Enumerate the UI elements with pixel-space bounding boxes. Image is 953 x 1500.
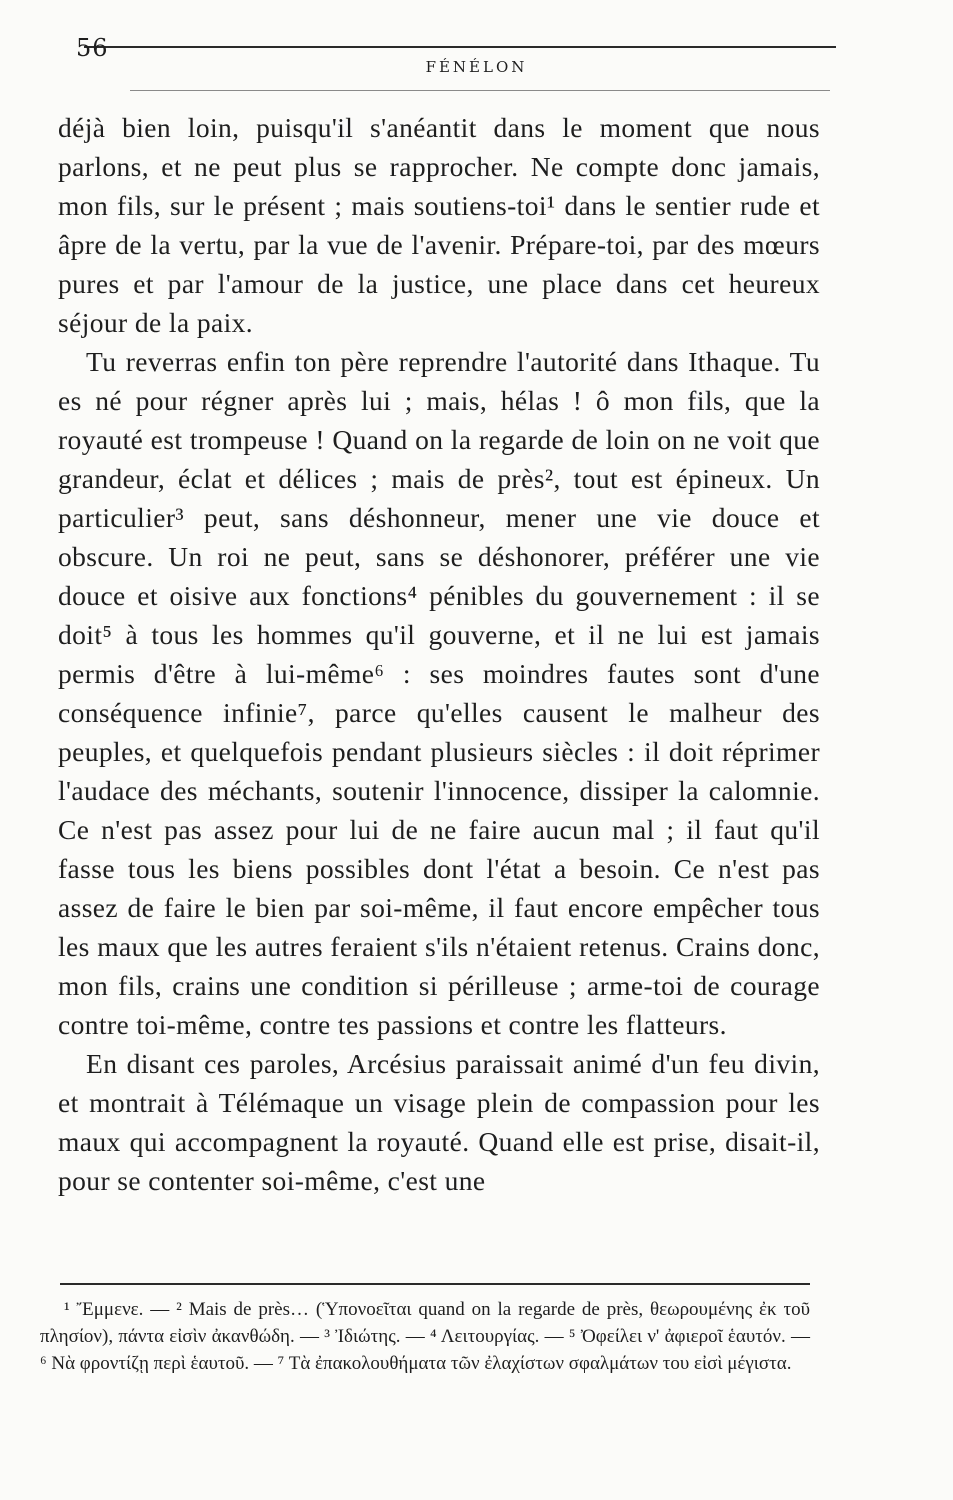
footnotes xyxy=(40,1296,810,1377)
paragraph-3: En disant ces paroles, Arcésius paraissait animé d'un feu divin, et montrait à Télémaque un visage plein de compassion pour les maux qui accompagnent la royauté. Quand elle est prise, disait-il, pour se contenter soi-même, c'est une xyxy=(58,1048,820,1196)
running-head: FÉNÉLON xyxy=(425,58,528,76)
page-number: 56 xyxy=(76,34,109,62)
paragraph-2: Tu reverras enfin ton père reprendre l'autorité dans Ithaque. Tu es né pour régner après lui ; mais, hélas ! ô mon fils, que la royauté est trompeuse ! Quand on la regarde de loin on ne voit que grandeur, éclat et délices ; mais de près², tout est épineux. Un particulier³ peut, sans déshonneur, mener une vie douce et obscure. Un roi ne peut, sans se déshonorer, préférer une vie douce et oisive aux fonctions⁴ pénibles du gouvernement : il se doit⁵ à tous les hommes qu'il gouverne, et il ne lui est jamais permis d'être à lui-même⁶ : ses moindres fautes sont d'une conséquence infinie⁷, parce qu'elles causent le malheur des peuples, et quelquefois pendant plusieurs siècles : il doit réprimer l'audace des méchants, soutenir l'innocence, dissiper la calomnie. Ce n'est pas assez pour lui de ne faire aucun mal ; il faut qu'il fasse tous les biens possibles dont l'état a besoin. Ce n'est pas assez de faire le bien par soi-même, il faut encore empêcher tous les maux que les autres feraient s'ils n'étaient retenus. Crains donc, mon fils, crains une condition si périlleuse ; arme-toi de courage contre toi-même, contre tes passions et contre les flatteurs. xyxy=(58,346,820,1040)
main-text xyxy=(58,108,820,1200)
footnote-rule xyxy=(60,1283,810,1285)
header-rule-bottom xyxy=(130,90,830,91)
header-rule-top xyxy=(84,46,836,48)
footnote-text: ¹ Ἔμμενε. — ² Mais de près… (Ὑπονοεῖται quand on la regarde de près, θεωρουμένης ἐκ τοῦ πλησίον), πάντα εἰσὶν ἀκανθώδη. — ³ Ἰδιώτης. — ⁴ Λειτουργίας. — ⁵ Ὀφείλει ν' ἀφιεροῖ ἑαυτόν. — ⁶ Νὰ φροντίζῃ περὶ ἑαυτοῦ. — ⁷ Τὰ ἐπακολουθήματα τῶν ἐλαχίστων σφαλμάτων του εἰσὶ μέγιστα. xyxy=(40,1299,810,1374)
paragraph-1: déjà bien loin, puisqu'il s'anéantit dans le moment que nous parlons, et ne peut plus se rapprocher. Ne compte donc jamais, mon fils, sur le présent ; mais soutiens-toi¹ dans le sentier rude et âpre de la vertu, par la vue de l'avenir. Prépare-toi, par des mœurs pures et par l'amour de la justice, une place dans cet heureux séjour de la paix. xyxy=(58,112,820,338)
